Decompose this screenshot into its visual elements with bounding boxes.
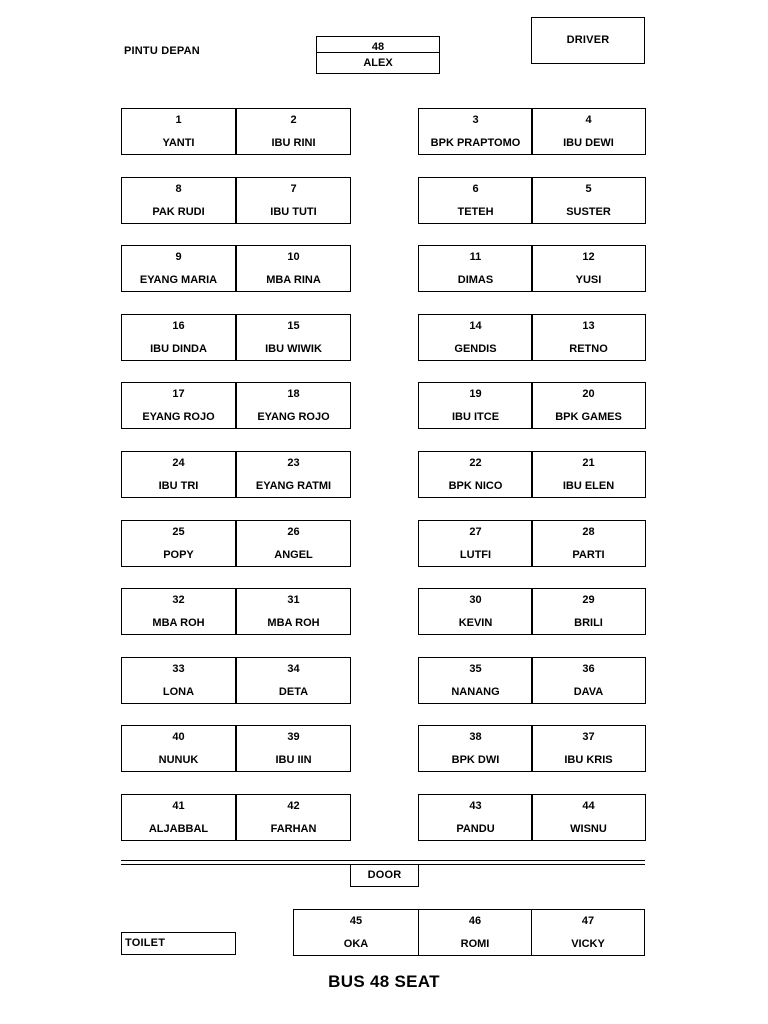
passenger-name: BPK NICO <box>448 480 503 492</box>
passenger-name: IBU ITCE <box>451 411 500 423</box>
seat-number: 15 <box>287 320 300 332</box>
passenger-name: BPK DWI <box>451 754 500 766</box>
seat-number: 3 <box>472 114 479 126</box>
passenger-name: IBU DINDA <box>150 343 207 355</box>
seat[interactable] <box>121 108 236 155</box>
passenger-name: IBU TUTI <box>270 206 317 218</box>
seat-number: 4 <box>585 114 592 126</box>
seat-number: 8 <box>175 183 182 195</box>
seat[interactable] <box>531 314 646 361</box>
seat[interactable] <box>236 108 351 155</box>
seat-number: 23 <box>287 457 300 469</box>
seat-number: 39 <box>287 731 300 743</box>
passenger-name: TETEH <box>457 206 494 218</box>
seat-number: 28 <box>582 526 595 538</box>
passenger-name: KEVIN <box>458 617 493 629</box>
passenger-name: DETA <box>278 686 309 698</box>
seat[interactable] <box>531 588 646 635</box>
passenger-name: EYANG MARIA <box>139 274 218 286</box>
passenger-name: DAVA <box>573 686 604 698</box>
front-door-label: PINTU DEPAN <box>124 45 200 57</box>
crew-seat-divider <box>317 52 439 53</box>
seat-number: 25 <box>172 526 185 538</box>
seat[interactable] <box>531 909 645 956</box>
passenger-name: BPK GAMES <box>555 411 622 423</box>
seat[interactable] <box>236 451 351 498</box>
passenger-name: NUNUK <box>158 754 199 766</box>
page-title: BUS 48 SEAT <box>328 972 440 991</box>
seat[interactable] <box>236 588 351 635</box>
seat[interactable] <box>121 314 236 361</box>
seat-number: 12 <box>582 251 595 263</box>
seat[interactable] <box>418 725 533 772</box>
seat[interactable] <box>121 588 236 635</box>
passenger-name: ANGEL <box>274 549 313 561</box>
passenger-name: POPY <box>163 549 194 561</box>
seat[interactable] <box>121 245 236 292</box>
seat[interactable] <box>531 451 646 498</box>
seat[interactable] <box>121 657 236 704</box>
seat[interactable] <box>531 108 646 155</box>
seat-number: 47 <box>581 915 595 927</box>
seat-number: 14 <box>469 320 482 332</box>
seat-number: 40 <box>172 731 185 743</box>
seat[interactable] <box>121 177 236 224</box>
seat[interactable] <box>236 794 351 841</box>
passenger-name: PAK RUDI <box>152 206 205 218</box>
seat[interactable] <box>121 382 236 429</box>
seat-number: 17 <box>172 388 185 400</box>
seat-number: 7 <box>290 183 297 195</box>
seat-number: 44 <box>582 800 595 812</box>
passenger-name: IBU DEWI <box>563 137 614 149</box>
passenger-name: PANDU <box>456 823 495 835</box>
seat-number: 27 <box>469 526 482 538</box>
seat[interactable] <box>418 108 533 155</box>
seat[interactable] <box>293 909 419 956</box>
seat[interactable] <box>531 657 646 704</box>
seat[interactable] <box>418 177 533 224</box>
passenger-name: NANANG <box>451 686 500 698</box>
seat[interactable] <box>121 520 236 567</box>
passenger-name: IBU WIWIK <box>265 343 322 355</box>
middle-door[interactable]: DOOR <box>350 864 419 887</box>
seat[interactable] <box>121 451 236 498</box>
seat-number: 22 <box>469 457 482 469</box>
seat-number: 20 <box>582 388 595 400</box>
seat-number: 30 <box>469 594 482 606</box>
seat[interactable] <box>418 794 533 841</box>
seat[interactable] <box>531 245 646 292</box>
driver-seat[interactable]: DRIVER <box>531 17 645 64</box>
seat-number: 34 <box>287 663 300 675</box>
passenger-name: PARTI <box>572 549 605 561</box>
seat-number: 10 <box>287 251 300 263</box>
passenger-name: VICKY <box>571 938 605 950</box>
passenger-name: EYANG ROJO <box>142 411 215 423</box>
seat-number: 11 <box>469 251 482 263</box>
passenger-name: LONA <box>162 686 195 698</box>
seat[interactable] <box>531 177 646 224</box>
seat-number: 5 <box>585 183 592 195</box>
seat-number: 6 <box>472 183 479 195</box>
seat-number: 38 <box>469 731 482 743</box>
crew-seat[interactable] <box>316 36 440 74</box>
passenger-name: GENDIS <box>454 343 497 355</box>
seat[interactable] <box>121 794 236 841</box>
passenger-name: BRILI <box>574 617 603 629</box>
seat[interactable] <box>418 314 533 361</box>
seat[interactable] <box>236 245 351 292</box>
toilet[interactable]: TOILET <box>121 932 236 955</box>
seat-number: 26 <box>287 526 300 538</box>
passenger-name: ROMI <box>460 938 490 950</box>
crew-seat-number: 48 <box>371 41 385 53</box>
passenger-name: IBU TRI <box>158 480 199 492</box>
passenger-name: YUSI <box>575 274 602 286</box>
seat[interactable] <box>531 725 646 772</box>
passenger-name: LUTFI <box>459 549 492 561</box>
passenger-name: BPK PRAPTOMO <box>430 137 521 149</box>
passenger-name: IBU RINI <box>271 137 316 149</box>
passenger-name: EYANG ROJO <box>257 411 330 423</box>
passenger-name: FARHAN <box>270 823 317 835</box>
seat[interactable] <box>418 657 533 704</box>
passenger-name: IBU IIN <box>275 754 312 766</box>
seat[interactable] <box>418 909 532 956</box>
seat-number: 46 <box>468 915 482 927</box>
seat-number: 16 <box>172 320 185 332</box>
seat[interactable] <box>418 245 533 292</box>
seat-number: 36 <box>582 663 595 675</box>
passenger-name: EYANG RATMI <box>255 480 332 492</box>
passenger-name: MBA ROH <box>267 617 320 629</box>
passenger-name: ALJABBAL <box>148 823 209 835</box>
crew-seat-name: ALEX <box>363 57 393 69</box>
seat-number: 32 <box>172 594 185 606</box>
seat-number: 41 <box>172 800 185 812</box>
passenger-name: IBU ELEN <box>562 480 615 492</box>
seat[interactable] <box>236 657 351 704</box>
seat[interactable] <box>531 794 646 841</box>
passenger-name: RETNO <box>569 343 608 355</box>
seat-number: 21 <box>582 457 595 469</box>
seat[interactable] <box>236 520 351 567</box>
seat[interactable] <box>236 382 351 429</box>
seat[interactable] <box>531 520 646 567</box>
seat-number: 42 <box>287 800 300 812</box>
seat[interactable] <box>418 451 533 498</box>
seat-number: 33 <box>172 663 185 675</box>
passenger-name: WISNU <box>570 823 607 835</box>
door-divider-line-top <box>121 860 645 861</box>
seat[interactable] <box>418 520 533 567</box>
seat-number: 43 <box>469 800 482 812</box>
seat-number: 37 <box>582 731 595 743</box>
seat-number: 1 <box>175 114 182 126</box>
seat-number: 13 <box>582 320 595 332</box>
seat[interactable] <box>236 177 351 224</box>
seat-number: 18 <box>287 388 300 400</box>
seat-number: 45 <box>349 915 363 927</box>
passenger-name: MBA ROH <box>152 617 205 629</box>
passenger-name: SUSTER <box>566 206 611 218</box>
passenger-name: OKA <box>343 938 369 950</box>
seat[interactable] <box>236 314 351 361</box>
passenger-name: IBU KRIS <box>564 754 613 766</box>
seat[interactable] <box>236 725 351 772</box>
passenger-name: MBA RINA <box>266 274 321 286</box>
seat-number: 29 <box>582 594 595 606</box>
seat-number: 19 <box>469 388 482 400</box>
passenger-name: YANTI <box>162 137 195 149</box>
seat-number: 2 <box>290 114 297 126</box>
seat-number: 31 <box>287 594 300 606</box>
passenger-name: DIMAS <box>457 274 494 286</box>
seat[interactable] <box>418 588 533 635</box>
seat-number: 9 <box>175 251 182 263</box>
seat-number: 35 <box>469 663 482 675</box>
seat[interactable] <box>418 382 533 429</box>
seat-number: 24 <box>172 457 185 469</box>
seat[interactable] <box>531 382 646 429</box>
seat[interactable] <box>121 725 236 772</box>
